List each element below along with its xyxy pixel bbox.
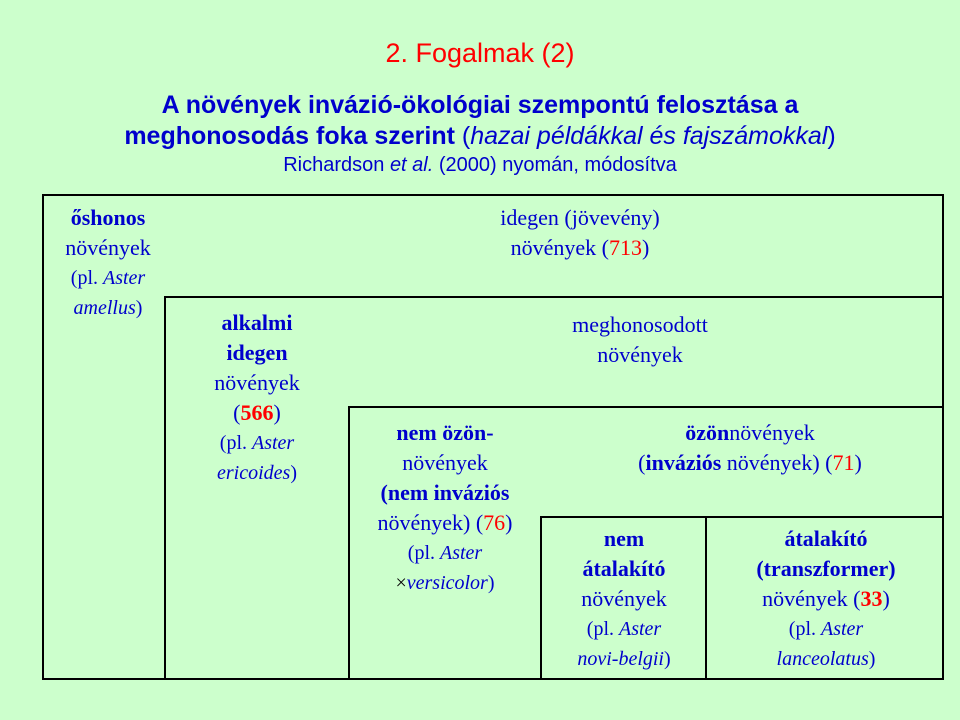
alien-plants-label (380, 203, 780, 263)
transformer-l5: lanceolatus) (776, 648, 876, 670)
native-l1: őshonos (70, 205, 146, 230)
invasive-l2: (inváziós növények) (71) (638, 450, 862, 475)
noninvasive-l2: növények (402, 450, 488, 475)
casual-l5: (pl. Aster (219, 432, 295, 454)
subtitle-line-2-bold: meghonosodás foka szerint (124, 122, 462, 150)
credit-etal: et al. (389, 154, 434, 176)
nontransformer-l3: növények (581, 586, 667, 611)
noninvasive-l5: (pl. Aster (407, 542, 483, 564)
nontransformer-label (544, 524, 704, 674)
subtitle-line-1: A növények invázió-ökológiai szempontú felosztása a (161, 91, 799, 119)
subtitle-line-2 (0, 121, 960, 152)
casual-l4: (566) (233, 400, 281, 425)
noninvasive-l6: ×versicolor) (395, 572, 495, 594)
casual-l2: idegen (226, 340, 288, 365)
noninvasive-l3: (nem inváziós (380, 480, 510, 505)
subtitle-italic: hazai példákkal és fajszámokkal (470, 122, 828, 150)
nontransformer-l4: (pl. Aster (586, 618, 662, 640)
naturalized-l1: meghonosodott (572, 312, 708, 337)
transformer-l2: (transzformer) (756, 556, 896, 581)
invasive-label (560, 418, 940, 478)
naturalized-l2: növények (597, 342, 683, 367)
subtitle-paren-close: ) (827, 122, 836, 150)
noninvasive-label (352, 418, 538, 598)
nontransformer-l2: átalakító (582, 556, 666, 581)
transformer-label (710, 524, 942, 674)
transformer-l3: növények (33) (762, 586, 890, 611)
subtitle-paren-open: ( (461, 122, 471, 150)
credit-author: Richardson (283, 154, 390, 176)
alien-l2: növények (713) (510, 235, 650, 260)
casual-aliens-label (170, 308, 344, 488)
source-credit (0, 154, 960, 177)
native-l4: amellus) (73, 297, 143, 319)
noninvasive-l1: nem özön- (396, 420, 494, 445)
credit-rest: (2000) nyomán, módosítva (433, 154, 677, 176)
casual-l1: alkalmi (221, 310, 293, 335)
transformer-l1: átalakító (784, 526, 868, 551)
casual-l3: növények (214, 370, 300, 395)
native-l2: növények (65, 235, 151, 260)
native-plants-label (48, 203, 168, 323)
transformer-divider (705, 516, 707, 680)
slide-title: 2. Fogalmak (2) (385, 38, 575, 68)
invasive-l1: özönnövények (685, 420, 815, 445)
casual-l6: ericoides) (217, 462, 297, 484)
naturalized-label (520, 310, 760, 370)
noninvasive-l4: növények) (76) (377, 510, 513, 535)
native-l3: (pl. Aster (70, 267, 146, 289)
alien-l1: idegen (jövevény) (500, 205, 660, 230)
nontransformer-l1: nem (603, 526, 645, 551)
nontransformer-l5: novi-belgii) (577, 648, 671, 670)
transformer-l4: (pl. Aster (788, 618, 864, 640)
slide-subtitle (0, 90, 960, 152)
